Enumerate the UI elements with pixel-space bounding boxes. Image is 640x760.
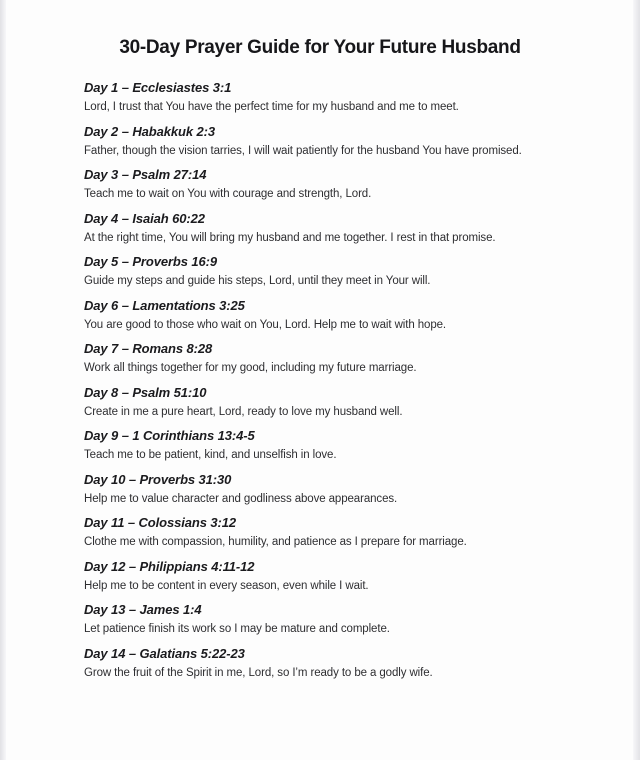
prayer-entry [84,472,620,507]
entry-body-text: Help me to value character and godliness above appearances. [84,492,398,505]
page-right-edge-shadow [633,0,640,760]
entry-body-text: Let patience finish its work so I may be mature and complete. [84,623,390,635]
entry-heading: Day 2 – Habakkuk 2:3 [84,123,215,139]
entry-body-text: Teach me to be patient, kind, and unselfish in love. [84,449,337,461]
entry-body-text: At the right time, You will bring my husband and me together. I rest in that promise. [84,231,496,244]
prayer-entry [84,602,620,637]
entry-heading: Day 10 – Proverbs 31:30 [84,471,232,487]
entry-body-text: Grow the fruit of the Spirit in me, Lord, so I’m ready to be a godly wife. [84,666,433,679]
entry-heading: Day 12 – Philippians 4:11-12 [84,558,255,574]
entry-heading: Day 8 – Psalm 51:10 [84,384,207,400]
entry-body-text: Clothe me with compassion, humility, and patience as I prepare for marriage. [84,536,467,548]
entry-heading: Day 5 – Proverbs 16:9 [84,254,218,269]
entry-heading: Day 13 – James 1:4 [84,602,202,617]
prayer-entry [84,80,620,115]
prayer-entry [84,515,620,550]
prayer-entry [84,167,620,202]
entry-body-text: Work all things together for my good, including my future marriage. [84,362,417,374]
entry-body-text: Father, though the vision tarries, I will wait patiently for the husband You have promised. [84,144,522,157]
prayer-entries-list [84,80,620,681]
prayer-entry [84,254,620,289]
prayer-entry [84,124,620,159]
prayer-entry [84,385,620,420]
prayer-entry [84,341,620,376]
entry-body-text: Lord, I trust that You have the perfect time for my husband and me to meet. [84,101,459,113]
prayer-entry [84,646,620,681]
entry-heading: Day 9 – 1 Corinthians 13:4-5 [84,428,255,443]
prayer-entry [84,298,620,333]
prayer-entry [84,428,620,463]
entry-heading: Day 1 – Ecclesiastes 3:1 [84,80,232,95]
entry-body-text: Help me to be content in every season, even while I wait. [84,579,369,592]
entry-heading: Day 6 – Lamentations 3:25 [84,297,245,313]
entry-body-text: Guide my steps and guide his steps, Lord, until they meet in Your will. [84,275,431,287]
page-left-edge-shadow [0,0,6,760]
prayer-entry [84,211,620,246]
entry-heading: Day 4 – Isaiah 60:22 [84,210,205,226]
entry-heading: Day 7 – Romans 8:28 [84,341,213,356]
entry-body-text: Teach me to wait on You with courage and strength, Lord. [84,188,372,200]
entry-body-text: Create in me a pure heart, Lord, ready to love my husband well. [84,405,403,418]
entry-body-text: You are good to those who wait on You, Lord. Help me to wait with hope. [84,318,447,331]
entry-heading: Day 14 – Galatians 5:22-23 [84,645,245,661]
prayer-entry [84,559,620,594]
entry-heading: Day 3 – Psalm 27:14 [84,167,207,182]
entry-heading: Day 11 – Colossians 3:12 [84,515,236,530]
page-title: 30-Day Prayer Guide for Your Future Husband [119,37,521,58]
